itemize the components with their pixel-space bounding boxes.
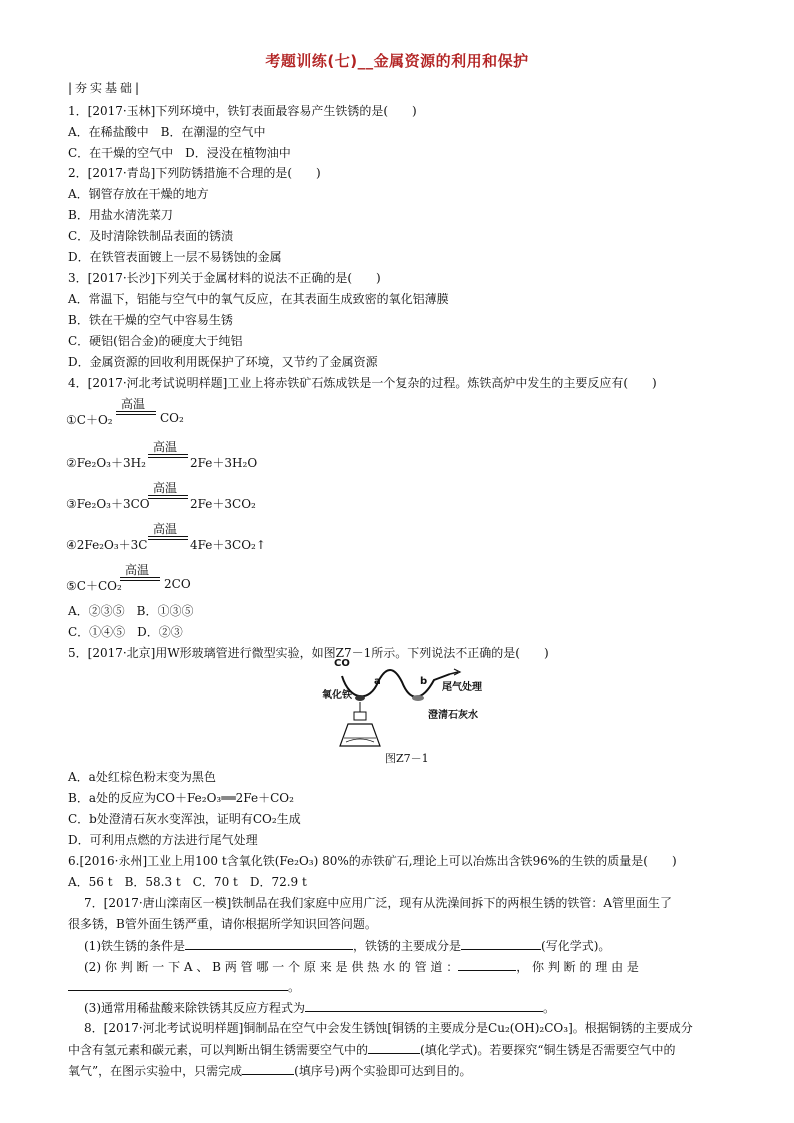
q3-option-a: A．常温下，铝能与空气中的氧气反应，在其表面生成致密的氧化铝薄膜 (68, 292, 449, 306)
q7-part3-text-b: 。 (543, 1001, 556, 1015)
answer-blank[interactable] (185, 937, 353, 950)
q7-part2-text-c: 。 (288, 980, 301, 994)
q7-stem-line2: 很多锈，B管外面生锈严重，请你根据所学知识回答问题。 (68, 917, 377, 931)
condition-label: 高温 (153, 481, 178, 495)
equation-rhs: 2Fe＋3H₂O (190, 456, 258, 470)
tail-gas-label: 尾气处理 (442, 682, 482, 693)
equation-lhs: ①C＋O₂ (66, 413, 113, 427)
q5-option-b: B．a处的反应为CO＋Fe₂O₃══2Fe＋CO₂ (68, 791, 294, 805)
q6-options: A．56 t B．58.3 t C．70 t D．72.9 t (68, 875, 307, 889)
equation-rhs: 4Fe＋3CO₂↑ (190, 538, 266, 552)
q7-stem-line1: 7．[2017·唐山滦南区一模]铁制品在我们家庭中应用广泛，现有从洗澡间拆下的两根生锈的铁管：A管里面生了 (84, 896, 673, 910)
q2-option-a: A．钢管存放在干燥的地方 (68, 187, 209, 201)
q3-option-c: C．硬铝(铝合金)的硬度大于纯铝 (68, 334, 243, 348)
q4-options-cd: C．①④⑤ D．②③ (68, 625, 183, 639)
q7-part1-text-a: (1)铁生锈的条件是 (84, 939, 185, 953)
equation-bar (116, 414, 156, 415)
q1-options-ab: A．在稀盐酸中 B．在潮湿的空气中 (68, 125, 266, 139)
q2-option-b: B．用盐水清洗菜刀 (68, 208, 173, 222)
q7-part3-text-a: (3)通常用稀盐酸来除铁锈其反应方程式为 (84, 1001, 305, 1015)
q8-line2 (68, 1041, 676, 1058)
equation-bar (148, 495, 188, 496)
point-b-label: b (420, 676, 428, 687)
co-label: CO (334, 658, 350, 669)
equation-bar (148, 498, 188, 499)
equation-bar (148, 454, 188, 455)
q7-part2 (84, 958, 639, 975)
q4-stem: 4．[2017·河北考试说明样题]工业上将赤铁矿石炼成铁是一个复杂的过程。炼铁高炉中发生的主要反应有( ) (68, 376, 657, 390)
equation-bar (116, 411, 156, 412)
q1-options-cd: C．在干燥的空气中 D．浸没在植物油中 (68, 146, 291, 160)
equation-lhs: ②Fe₂O₃＋3H₂ (66, 456, 146, 470)
limewater-label: 澄清石灰水 (428, 710, 478, 721)
equation-rhs: 2Fe＋3CO₂ (190, 497, 256, 511)
q8-line3-text-b: (填序号)两个实验即可达到目的。 (294, 1064, 472, 1078)
q7-part1-text-b: ，铁锈的主要成分是 (353, 939, 462, 953)
q2-option-d: D．在铁管表面镀上一层不易锈蚀的金属 (68, 250, 282, 264)
q8-line3 (68, 1062, 472, 1079)
q7-part2-text-b: ， 你 判 断 的 理 由 是 (516, 960, 639, 974)
q7-part2-continued (68, 978, 300, 995)
section-heading: |夯实基础| (68, 81, 143, 95)
q3-stem: 3．[2017·长沙]下列关于金属材料的说法不正确的是( ) (68, 271, 381, 285)
condition-label: 高温 (153, 522, 178, 536)
q2-stem: 2．[2017·青岛]下列防锈措施不合理的是( ) (68, 166, 321, 180)
q4-options-ab: A．②③⑤ B．①③⑤ (68, 604, 194, 618)
q5-option-c: C．b处澄清石灰水变浑浊，证明有CO₂生成 (68, 812, 301, 826)
q3-option-b: B．铁在干燥的空气中容易生锈 (68, 313, 233, 327)
equation-bar (120, 580, 160, 581)
q8-line2-text-b: (填化学式)。若要探究“铜生锈是否需要空气中的 (420, 1043, 676, 1057)
equation-bar (120, 577, 160, 578)
q7-part3 (84, 999, 555, 1016)
answer-blank[interactable] (368, 1041, 420, 1054)
condition-label: 高温 (121, 397, 146, 411)
equation-lhs: ④2Fe₂O₃＋3C (66, 538, 148, 552)
equation-lhs: ⑤C＋CO₂ (66, 579, 122, 593)
point-a-label: a (374, 676, 381, 687)
page-title: 考题训练(七)__金属资源的利用和保护 (265, 52, 529, 70)
condition-label: 高温 (153, 440, 178, 454)
condition-label: 高温 (125, 563, 150, 577)
equation-rhs: 2CO (164, 577, 191, 591)
q5-option-a: A．a处红棕色粉末变为黑色 (68, 770, 216, 784)
q5-stem: 5．[2017·北京]用W形玻璃管进行微型实验，如图Z7－1所示。下列说法不正确的是( ) (68, 646, 549, 660)
equation-bar (148, 536, 188, 537)
q8-line1: 8．[2017·河北考试说明样题]铜制品在空气中会发生锈蚀[铜锈的主要成分是Cu₂(OH)₂CO₃]。根据铜锈的主要成分 (84, 1021, 693, 1035)
q7-part1-text-c: (写化学式)。 (541, 939, 611, 953)
answer-blank[interactable] (458, 958, 516, 971)
q8-line2-text-a: 中含有氢元素和碳元素，可以判断出铜生锈需要空气中的 (68, 1043, 369, 1057)
q7-part2-text-a: (2) 你 判 断 一 下 A 、 B 两 管 哪 一 个 原 来 是 供 热 水 的 管 道 ： (84, 960, 459, 974)
q8-line3-text-a: 氧气”，在图示实验中，只需完成 (68, 1064, 243, 1078)
equation-lhs: ③Fe₂O₃＋3CO (66, 497, 150, 511)
q6-stem: 6.[2016·永州]工业上用100 t含氧化铁(Fe₂O₃) 80%的赤铁矿石,理论上可以冶炼出含铁96%的生铁的质量是( ) (68, 854, 677, 868)
answer-blank[interactable] (242, 1062, 294, 1075)
equation-bar (148, 457, 188, 458)
q3-option-d: D．金属资源的回收利用既保护了环境，又节约了金属资源 (68, 355, 378, 369)
iron-oxide-label: 氧化铁 (322, 690, 352, 701)
answer-blank[interactable] (68, 978, 288, 991)
equation-rhs: CO₂ (160, 411, 184, 425)
q2-option-c: C．及时清除铁制品表面的锈渍 (68, 229, 234, 243)
q5-option-d: D．可利用点燃的方法进行尾气处理 (68, 833, 258, 847)
equation-bar (148, 539, 188, 540)
w-tube-figure (322, 658, 500, 762)
answer-blank[interactable] (461, 937, 541, 950)
figure-caption: 图Z7－1 (385, 752, 429, 765)
answer-blank[interactable] (305, 999, 543, 1012)
q1-stem: 1．[2017·玉林]下列环境中，铁钉表面最容易产生铁锈的是( ) (68, 104, 417, 118)
q7-part1 (84, 937, 610, 954)
